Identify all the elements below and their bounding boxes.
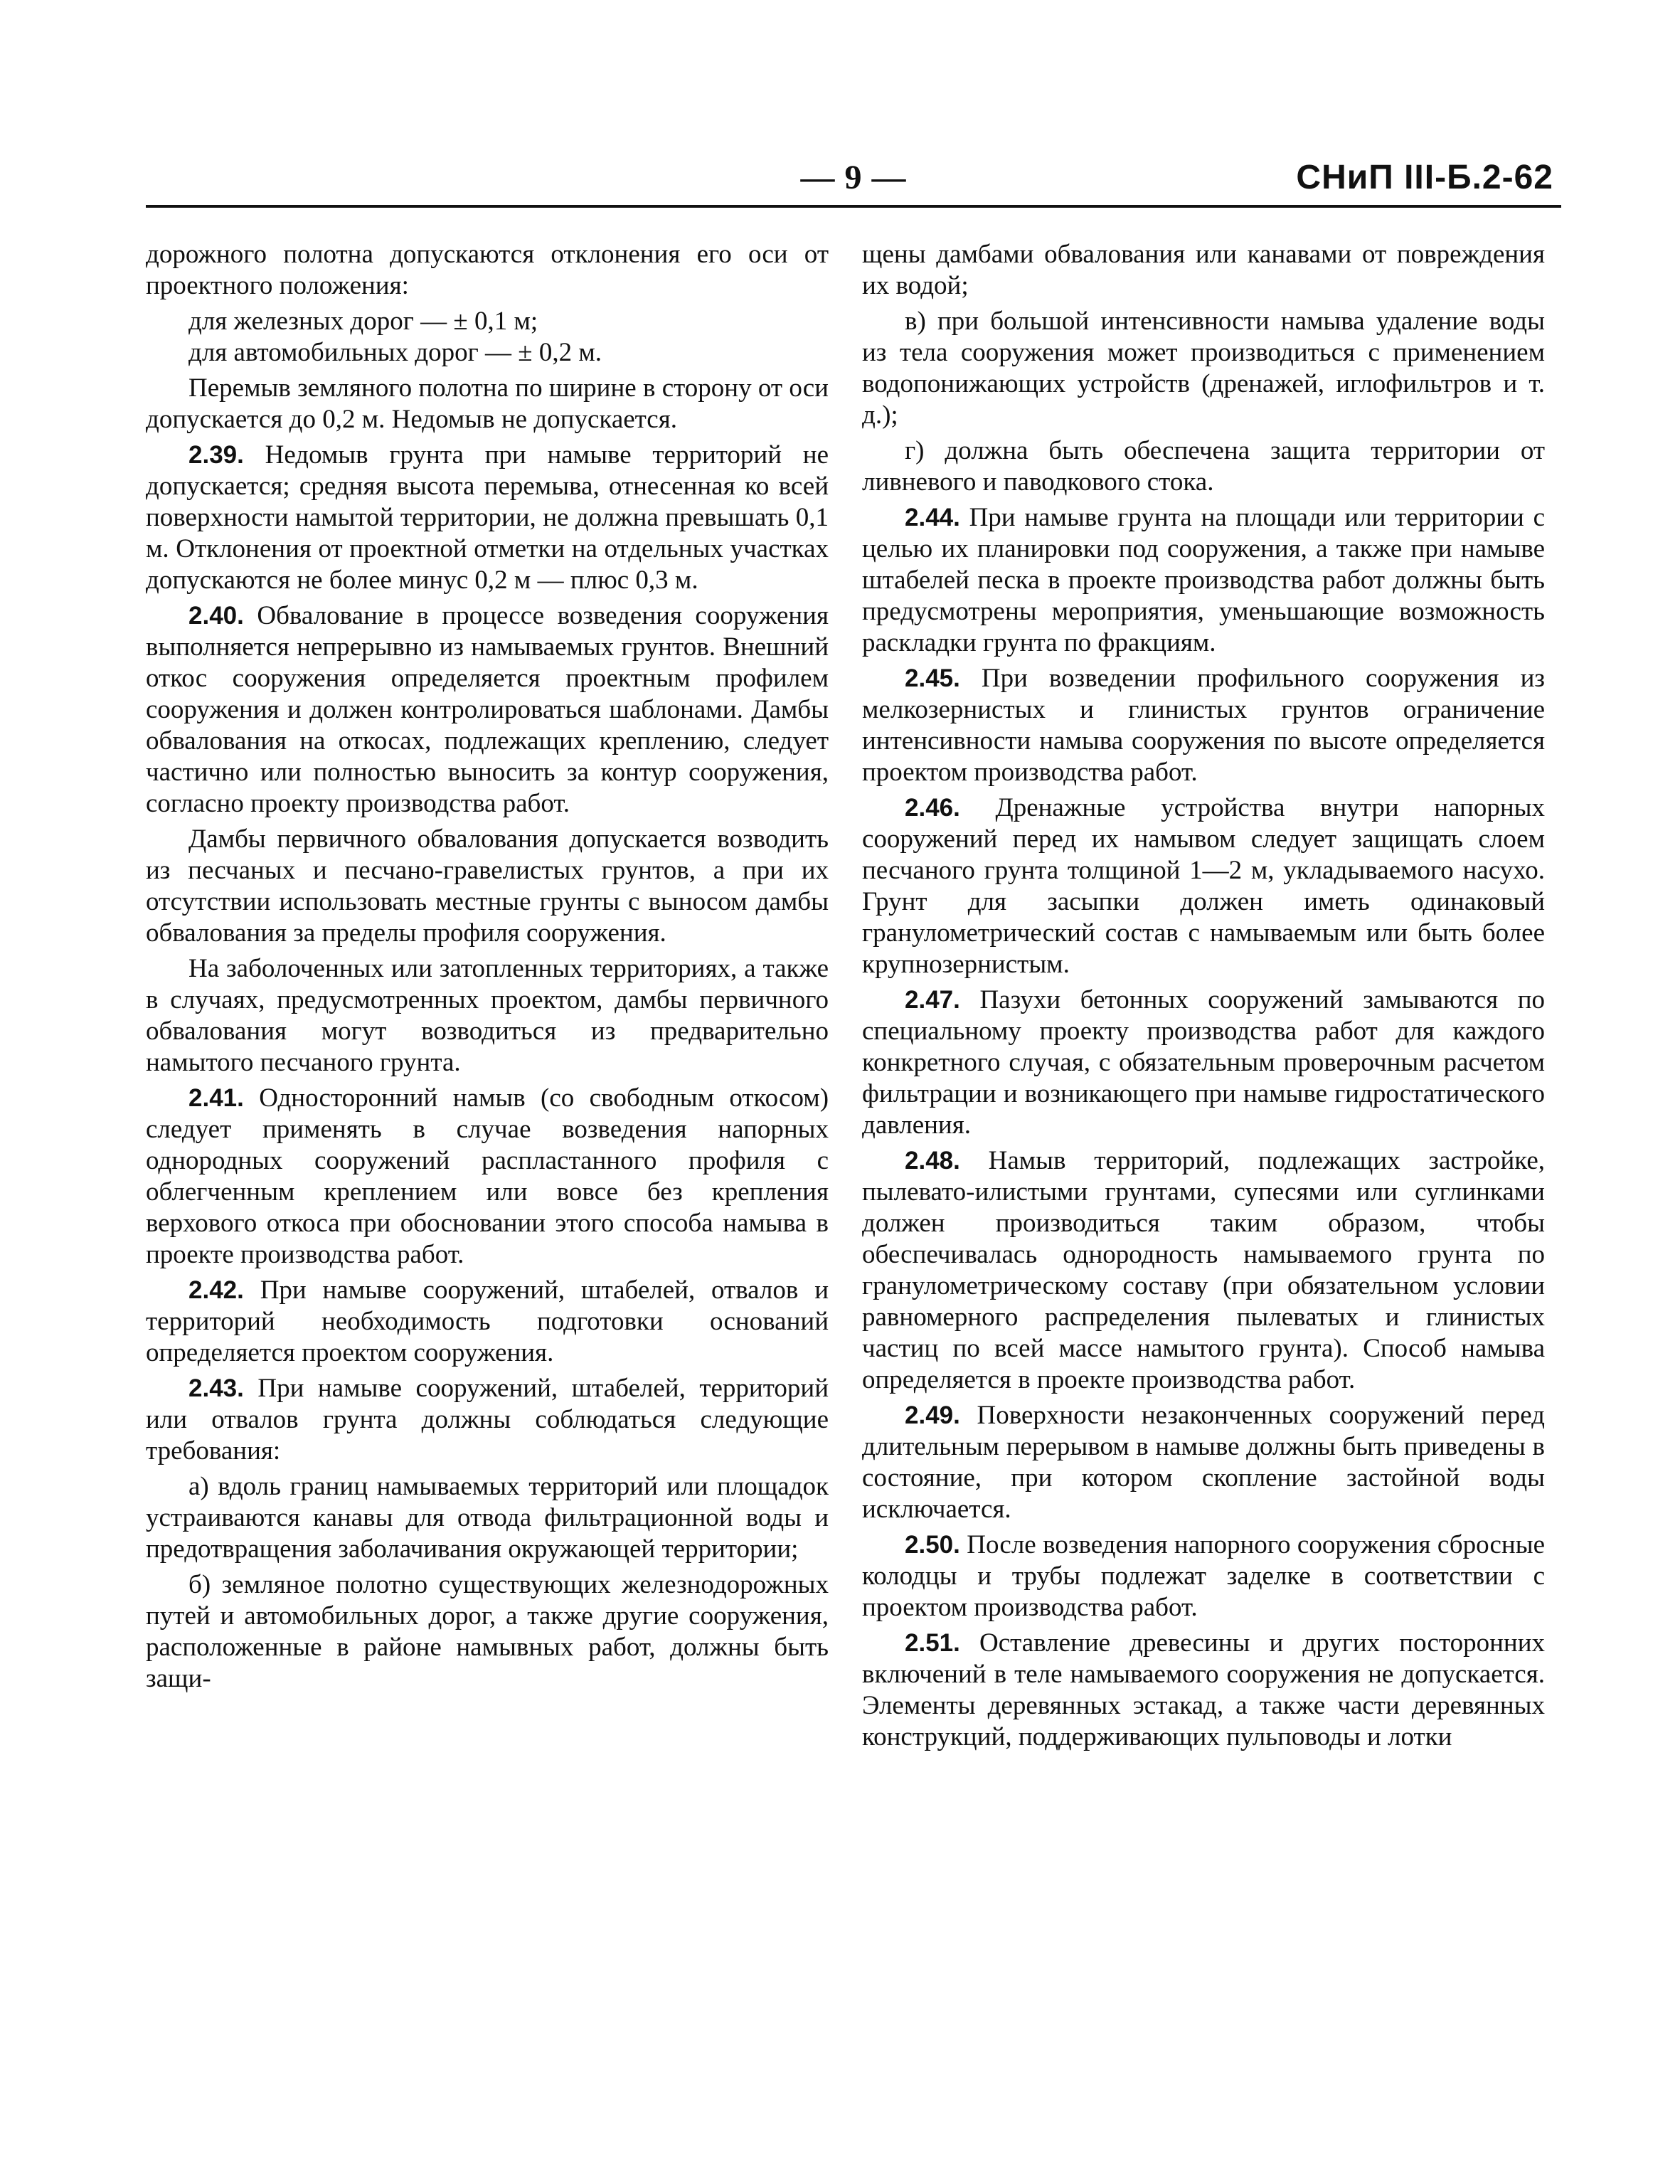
header-rule [146,205,1561,208]
clause-2-41 [146,1083,829,1271]
clause-text: При намыве грунта на площади или территории с целью их планировки под сооружения, а также при намыве штабелей песка в проекте производства работ должны быть предусмотрены мероприятия, уменьшающие возможность раскладки грунта по фракциям. [862,503,1545,657]
clause-number: 2.46. [905,794,960,822]
clause-2-50 [862,1530,1545,1623]
clause-text: Пазухи бетонных сооружений замываются по специальному проекту производства работ для каждого конкретного случая, с обязательным проверочным расчетом фильтрации и возникающего при намыве гидростатического давления. [862,985,1546,1140]
clause-text: При намыве сооружений, штабелей, отвалов и территорий необходимость подготовки оснований определяется проектом сооружения. [146,1276,829,1367]
clause-2-44 [862,502,1545,659]
clause-2-51 [862,1628,1545,1753]
clause-2-39 [146,440,829,596]
clause-2-43 [146,1373,829,1467]
clause-text: При намыве сооружений, штабелей, территорий или отвалов грунта должны соблюдаться следующие требования: [146,1374,829,1465]
clause-2-47 [862,985,1545,1141]
right-column [862,239,1545,1757]
clause-text: Недомыв грунта при намыве территорий не допускается; средняя высота перемыва, отнесенная ко всей поверхности намытой территории, не должна превышать 0,1 м. Отклонения от проектной отметки на отдельных участках допускаются не более минус 0,2 м — плюс 0,3 м. [146,440,829,595]
clause-number: 2.49. [905,1401,960,1429]
clause-text: Намыв территорий, подлежащих застройке, пылевато-илистыми грунтами, супесями или суглинками должен производиться таким образом, чтобы обеспечивалась однородность намываемого грунта по гранулометрическому составу (при обязательном условии равномерного распределения пылеватых и глинистых частиц по всей массе намытого грунта). Способ намыва определяется в проекте производства работ. [862,1146,1545,1394]
clause-number: 2.45. [905,664,960,692]
clause-2-46 [862,793,1545,980]
clause-number: 2.50. [905,1531,960,1559]
clause-number: 2.40. [188,602,244,630]
clause-number: 2.51. [905,1629,960,1657]
clause-2-43-item-a: а) вдоль границ намываемых территорий или площадок устраиваются канавы для отвода фильтрационной воды и предотвращения заболачивания окружающей территории; [146,1472,829,1564]
document-code: СНиП III-Б.2-62 [1296,159,1553,196]
clause-text: Дренажные устройства внутри напорных сооружений перед их намывом следует защищать слоем песчаного грунта толщиной 1—2 м, укладываемого насухо. Грунт для засыпки должен иметь одинаковый гранулометрический состав с намываемым или быть более крупнозернистым. [862,793,1545,979]
tolerance-railways: для железных дорог — ± 0,1 м; [188,307,538,336]
clause-2-43-item-b: б) земляное полотно существующих железнодорожных путей и автомобильных дорог, а также другие сооружения, расположенные в районе намывных работ, должны быть защи- [146,1570,829,1693]
clause-text: Обвалование в процессе возведения сооружения выполняется непрерывно из намываемых грунтов. Внешний откос сооружения определяется проектным профилем сооружения и должен контролироваться шаблонами. Дамбы обвалования на откосах, подлежащих креплению, следует частично или полностью выносить за контур сооружения, согласно проекту производства работ. [146,601,829,818]
page-number: — 9 — [800,159,907,196]
clause-text: Поверхности незаконченных сооружений перед длительным перерывом в намыве должны быть приведены в состояние, при котором скопление застойной воды исключается. [862,1401,1545,1524]
clause-number: 2.47. [905,986,960,1014]
clause-number: 2.41. [188,1084,244,1112]
clause-2-40-part-c: На заболоченных или затопленных территориях, а также в случаях, предусмотренных проектом, дамбы первичного обвалования могут возводиться из предварительно намытого песчаного грунта. [146,954,829,1077]
clause-2-40 [146,600,829,820]
clause-number: 2.48. [905,1147,960,1175]
clause-text: При возведении профильного сооружения из мелкозернистых и глинистых грунтов ограничение интенсивности намыва сооружения по высоте определяется проектом производства работ. [862,664,1545,787]
clause-2-42 [146,1275,829,1369]
clause-2-45 [862,663,1545,788]
paragraph-continuation: щены дамбами обвалования или канавами от повреждения их водой; [862,240,1545,300]
clause-2-49 [862,1400,1545,1525]
tolerance-roads: для автомобильных дорог — ± 0,2 м. [188,338,602,367]
clause-2-48 [862,1145,1545,1396]
clause-number: 2.39. [188,441,244,469]
clause-2-43-item-g: г) должна быть обеспечена защита территории от ливневого и паводкового стока. [862,436,1545,497]
paragraph-washout: Перемыв земляного полотна по ширине в сторону от оси допускается до 0,2 м. Недомыв не допускается. [146,373,829,434]
clause-2-43-item-v: в) при большой интенсивности намыва удаление воды из тела сооружения может производиться с применением водопонижающих устройств (дренажей, иглофильтров и т. д.); [862,307,1545,430]
left-column [146,239,829,1699]
clause-number: 2.43. [188,1374,244,1402]
clause-text: Односторонний намыв (со свободным откосом) следует применять в случае возведения напорных однородных сооружений распластанного профиля с облегченным креплением или вовсе без крепления верхового откоса при обосновании этого способа намыва в проекте производства работ. [146,1083,829,1269]
page-header [0,158,1680,208]
clause-text: После возведения напорного сооружения сбросные колодцы и трубы подлежат заделке в соответствии с проектом производства работ. [862,1530,1545,1622]
clause-2-40-part-b: Дамбы первичного обвалования допускается возводить из песчаных и песчано-гравелистых грунтов, а при их отсутствии использовать местные грунты с выносом дамбы обвалования за пределы профиля сооружения. [146,825,829,948]
clause-text: Оставление древесины и других посторонних включений в теле намываемого сооружения не допускается. Элементы деревянных эстакад, а также части деревянных конструкций, поддерживающих пульповоды и лотки [862,1628,1546,1751]
paragraph-intro: дорожного полотна допускаются отклонения его оси от проектного положения: [146,240,829,300]
clause-number: 2.44. [905,504,960,531]
clause-number: 2.42. [188,1276,244,1304]
